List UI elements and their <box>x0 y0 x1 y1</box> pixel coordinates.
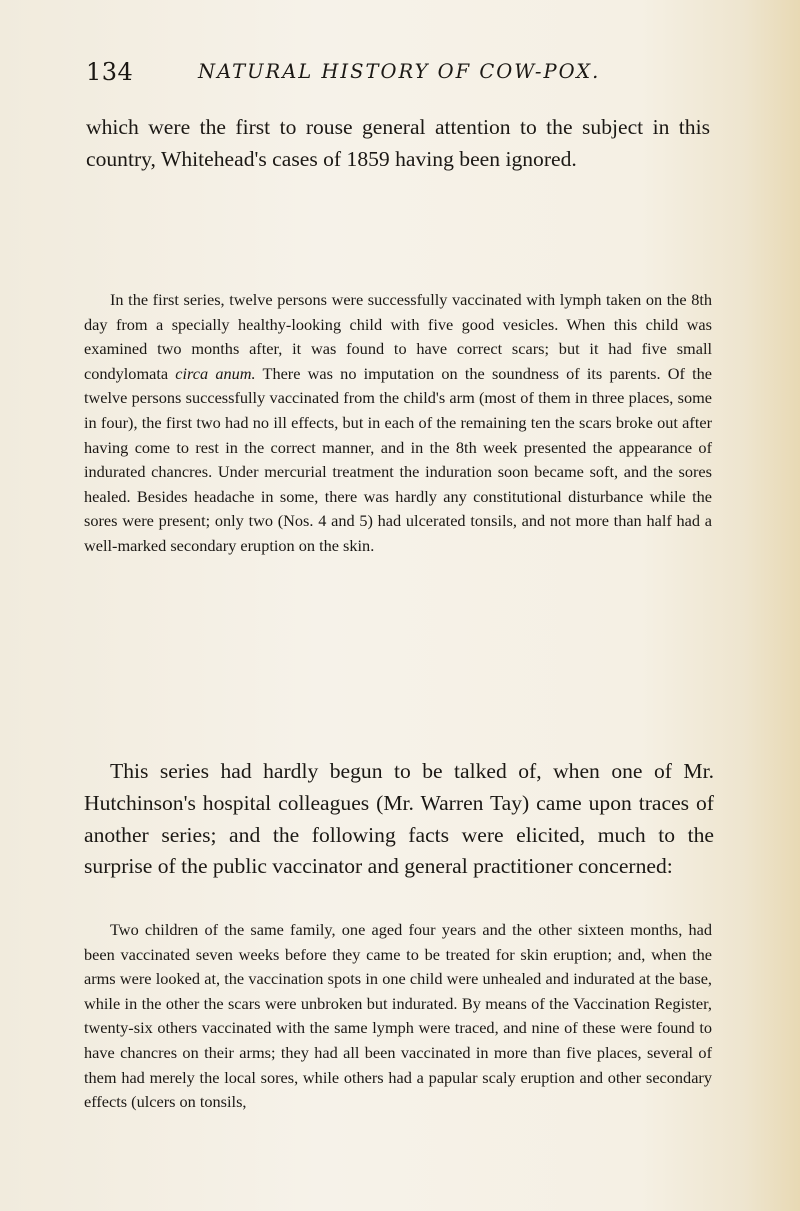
paragraph-3: This series had hardly begun to be talked of, when one of Mr. Hutchinson's hospital colleagues (Mr. Warren Tay) came upon traces of another series; and the following facts were elicited, much to the surprise of the public vaccinator and general practitioner concerned: <box>84 759 714 879</box>
page-header <box>70 58 730 98</box>
running-head: NATURAL HISTORY OF COW-POX. <box>198 60 601 83</box>
paragraph-2-italic: circa anum. <box>175 363 256 383</box>
paragraph-4-quoted-case: Two children of the same family, one aged four years and the other sixteen months, had been vaccinated seven weeks before they came to be treated for skin eruption; and, when the arms were looked at, the vaccination spots in one child were unhealed and indurated at the base, while in the other the scars were unbroken but indurated. By means of the Vaccination Register, twenty-six others vaccinated with the same lymph were traced, and nine of these were found to have chancres on their arms; they had all been vaccinated in more than five places, several of them had merely the local sores, while others had a papular scaly eruption and other secondary effects (ulcers on tonsils, <box>84 920 712 1112</box>
paragraph-2-quoted-case <box>84 288 712 559</box>
paragraph-2-text-b: There was no imputation on the soundness of its parents. Of the twelve persons successfully vaccinated from the child's arm (most of them in three places, some in four), the first two had no ill effects, but in each of the remaining ten the scars broke out after having come to rest in the correct manner, and in the 8th week presented the appearance of indurated chancres. Under mercurial treatment the induration soon became soft, and the sores healed. Besides headache in some, there was hardly any constitutional disturbance while the sores were present; only two (Nos. 4 and 5) had ulcerated tonsils, and not more than half had a well-marked secondary eruption on the skin. <box>84 363 712 555</box>
paragraph-2-text-a: In the first series, twelve persons were successfully vaccinated with lymph taken on the 8th day from a specially healthy-looking child with five good vesicles. When this child was examined two months after, it was found to have correct scars; but it had five small condylomata <box>84 290 712 383</box>
paragraph-1: which were the first to rouse general attention to the subject in this country, Whitehead's cases of 1859 having been ignored. <box>86 115 710 171</box>
page-number: 134 <box>86 58 134 86</box>
